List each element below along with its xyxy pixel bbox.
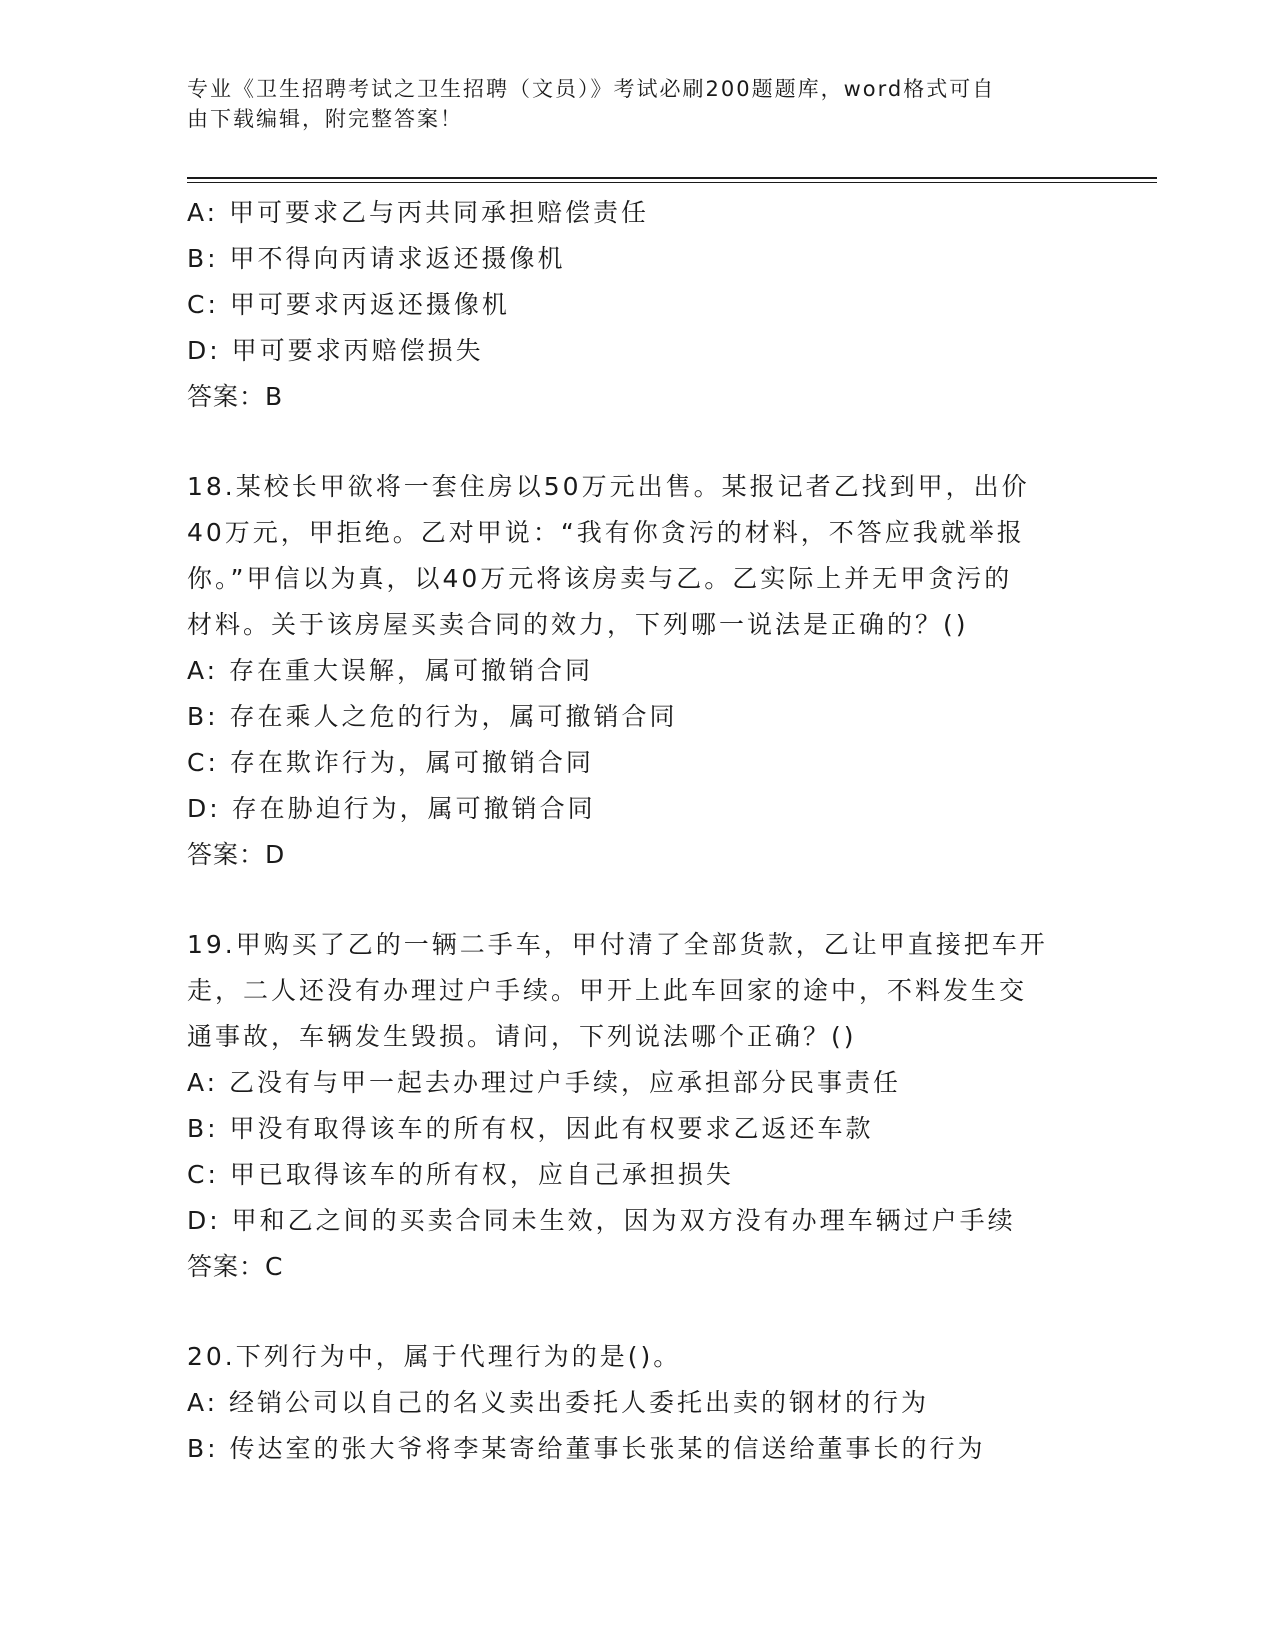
question-stem-line: 40万元，甲拒绝。乙对甲说：“我有你贪污的材料，不答应我就举报	[187, 518, 1025, 547]
option-d: D: 存在胁迫行为，属可撤销合同	[187, 794, 596, 823]
question-gap	[187, 878, 1087, 922]
question-stem	[187, 464, 1087, 648]
header-divider-thick	[187, 177, 1157, 179]
answer-line: 答案：D	[187, 840, 286, 869]
answer-line: 答案：B	[187, 382, 284, 411]
question-stem	[187, 922, 1087, 1060]
question-stem-line: 20.下列行为中，属于代理行为的是()。	[187, 1342, 682, 1371]
header-divider-thin	[187, 182, 1157, 183]
question-17-continued	[187, 190, 1087, 420]
question-stem-line: 材料。关于该房屋买卖合同的效力，下列哪一说法是正确的？()	[187, 610, 969, 639]
option-c: C: 存在欺诈行为，属可撤销合同	[187, 748, 594, 777]
question-18	[187, 464, 1087, 878]
question-stem-line: 19.甲购买了乙的一辆二手车，甲付清了全部货款，乙让甲直接把车开	[187, 930, 1048, 959]
question-stem	[187, 1334, 1087, 1380]
question-stem-line: 走，二人还没有办理过户手续。甲开上此车回家的途中，不料发生交	[187, 976, 1028, 1005]
header-line-1: 专业《卫生招聘考试之卫生招聘（文员）》考试必刷200题题库，word格式可自	[187, 77, 996, 101]
question-gap	[187, 420, 1087, 464]
option-d: D: 甲和乙之间的买卖合同未生效，因为双方没有办理车辆过户手续	[187, 1206, 1016, 1235]
question-stem-line: 你。”甲信以为真，以40万元将该房卖与乙。乙实际上并无甲贪污的	[187, 564, 1013, 593]
option-b: B: 甲没有取得该车的所有权，因此有权要求乙返还车款	[187, 1114, 874, 1143]
option-b: B: 甲不得向丙请求返还摄像机	[187, 244, 566, 273]
option-a: A: 存在重大误解，属可撤销合同	[187, 656, 594, 685]
header-line-2: 由下载编辑，附完整答案！	[187, 107, 463, 131]
question-stem-line: 通事故，车辆发生毁损。请问，下列说法哪个正确？()	[187, 1022, 857, 1051]
document-content	[187, 190, 1087, 1472]
option-c: C: 甲可要求丙返还摄像机	[187, 290, 510, 319]
option-d: D: 甲可要求丙赔偿损失	[187, 336, 484, 365]
question-stem-line: 18.某校长甲欲将一套住房以50万元出售。某报记者乙找到甲，出价	[187, 472, 1030, 501]
option-c: C: 甲已取得该车的所有权，应自己承担损失	[187, 1160, 734, 1189]
option-a: A: 甲可要求乙与丙共同承担赔偿责任	[187, 198, 650, 227]
option-b: B: 存在乘人之危的行为，属可撤销合同	[187, 702, 678, 731]
question-20	[187, 1334, 1087, 1472]
option-b: B: 传达室的张大爷将李某寄给董事长张某的信送给董事长的行为	[187, 1434, 986, 1463]
question-gap	[187, 1290, 1087, 1334]
document-header	[187, 74, 1067, 134]
answer-line: 答案：C	[187, 1252, 284, 1281]
option-a: A: 乙没有与甲一起去办理过户手续，应承担部分民事责任	[187, 1068, 902, 1097]
question-19	[187, 922, 1087, 1290]
option-a: A: 经销公司以自己的名义卖出委托人委托出卖的钢材的行为	[187, 1388, 930, 1417]
